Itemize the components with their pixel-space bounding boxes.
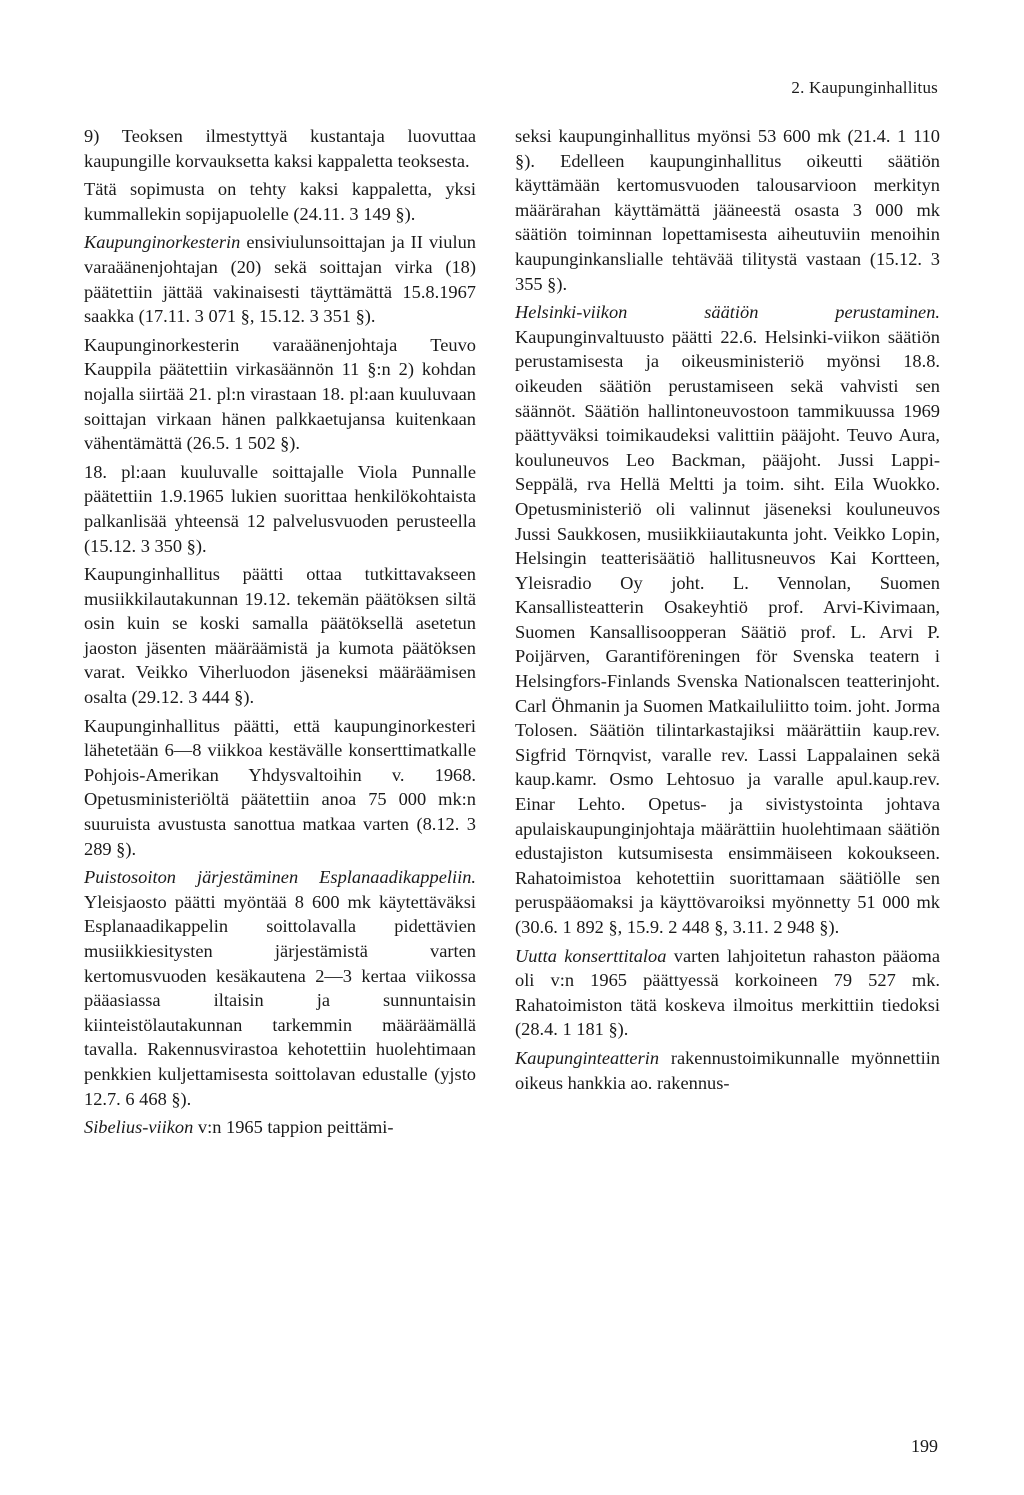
right-column <box>515 124 940 1099</box>
italic-heading: Kaupunginteatterin <box>515 1047 660 1068</box>
paragraph: Kaupunginorkesterin ensiviulunsoittajan ja II viulun varaäänenjohtajan (20) sekä soittajan virka (18) päätettiin jättää vakinaisesti täyttämättä 15.8.1967 saakka (17.11. 3 071 §, 15.12. 3 351 §). <box>84 232 476 327</box>
italic-heading: Helsinki-viikon säätiön perustaminen. <box>515 302 940 323</box>
left-column <box>84 124 476 1144</box>
paragraph: seksi kaupunginhallitus myönsi 53 600 mk (21.4. 1 110 §). Edelleen kaupunginhallitus oikeutti säätiön käyttämään kertomusvuoden talousarvioon merkityn määrärahan käyttämättä jääneestä osasta 3 000 mk säätiön toiminnan lopettamisesta aiheutuviin menoihin kaupunginkanslialle tehtävää tilitystä vastaan (15.12. 3 355 §). <box>515 126 940 294</box>
paragraph: Sibelius-viikon v:n 1965 tappion peittämi- <box>84 1117 394 1138</box>
paragraph: Uutta konserttitaloa varten lahjoitetun rahaston pääoma oli v:n 1965 päättyessä korkoineen 79 527 mk. Rahatoimiston tätä koskeva ilmoitus merkittiin tiedoksi (28.4. 1 181 §). <box>515 945 941 1040</box>
paragraph: Tätä sopimusta on tehty kaksi kappaletta, yksi kummallekin sopijapuolelle (24.11. 3 149 §). <box>84 179 476 224</box>
italic-heading: Puistosoiton järjestäminen Esplanaadikappeliin. <box>84 867 476 888</box>
paragraph: Kaupunginhallitus päätti, että kaupunginorkesteri lähetetään 6—8 viikkoa kestävälle konserttimatkalle Pohjois-Amerikan Yhdysvaltoihin v. 1968. Opetusministeriöltä päätettiin anoa 75 000 mk:n suuruista avustusta sanottua matkaa varten (8.12. 3 289 §). <box>84 715 476 859</box>
page-number: 199 <box>911 1436 938 1456</box>
paragraph: Kaupunginteatterin rakennustoimikunnalle myönnettiin oikeus hankkia ao. rakennus- <box>515 1047 940 1093</box>
paragraph: 9) Teoksen ilmestyttyä kustantaja luovuttaa kaupungille korvauksetta kaksi kappaletta teoksesta. <box>84 126 476 171</box>
paragraph: Kaupunginorkesterin varaäänenjohtaja Teuvo Kauppila päätettiin virkasäännön 11 §:n 2) kohdan nojalla siirtää 21. pl:n virastaan 18. pl:aan kuuluvaan soittajan virkaan hänen palkkaetujansa kuitenkaan vähentämättä (26.5. 1 502 §). <box>84 334 476 454</box>
paragraph: Puistosoiton järjestäminen Esplanaadikappeliin. Yleisjaosto päätti myöntää 8 600 mk käytettäväksi Esplanaadikappelin soittolavalla pidettävien musiikkiesitysten järjestämistä varten kertomusvuoden kesäkautena 2—3 kertaa viikossa pääasiassa iltaisin ja sunnuntaisin kiinteistölautakunnan tarkemmin määräämällä tavalla. Rakennusvirastoa kehotettiin huolehtimaan penkkien kuljettamisesta soittolavan edustalle (yjsto 12.7. 6 468 §). <box>84 867 476 1109</box>
italic-heading: Kaupunginorkesterin <box>84 232 241 253</box>
paragraph: Kaupunginhallitus päätti ottaa tutkittavakseen musiikkilautakunnan 19.12. tekemän päätöksen siltä osin kuin se koski samalla päätöksellä asetetun jaoston jäsenten määräämistä ja kumota päätöksen varat. Veikko Viherluodon jäseneksi määräämisen osalta (29.12. 3 444 §). <box>84 564 476 708</box>
italic-heading: Sibelius-viikon <box>84 1117 194 1138</box>
paragraph: 18. pl:aan kuuluvalle soittajalle Viola Punnalle päätettiin 1.9.1965 lukien suorittaa henkilökohtaista palkanlisää yhteensä 12 palvelusvuoden perusteella (15.12. 3 350 §). <box>84 461 476 556</box>
paragraph: Helsinki-viikon säätiön perustaminen. Kaupunginvaltuusto päätti 22.6. Helsinki-viikon säätiön perustamisesta ja oikeusministeriö myönsi 18.8. oikeuden säätiön perustamiseen sekä vahvisti sen säännöt. Säätiön hallintoneuvostoon tammikuussa 1969 päättyväksi toimikaudeksi valittiin pääjoht. Teuvo Aura, kouluneuvos Leo Backman, pääjoht. Jussi Lappi-Seppälä, rva Hellä Meltti ja toim. siht. Eila Wuokko. Opetusministeriö oli valinnut jäseneksi kouluneuvos Jussi Saukkosen, musiikkiiautakunta joht. Veikko Lopin, Helsingin teatterisäätiö hallitusneuvos Kai Kortteen, Yleisradio Oy joht. L. Vennolan, Suomen Kansallisteatterin Osakeyhtiö prof. Arvi-Kivimaan, Suomen Kansallisoopperan Säätiö prof. L. Arvi P. Poijärven, Garantiföreningen för Svenska teatern i Helsingfors-Finlands Svenska Nationalscen teatterinjoht. Carl Öhmanin ja Suomen Matkailuliitto toim. joht. Jorma Tolosen. Säätiön tilintarkastajiksi määrättiin kaup.rev. Sigfrid Törnqvist, varalle rev. Lassi Lappalainen sekä kaup.kamr. Osmo Lehtosuo ja varalle apul.kaup.rev. Einar Lehto. Opetus- ja sivistystointa johtava apulaiskaupunginjohtaja määrättiin huolehtimaan säätiön edustajiston kutsumisesta ensimmäiseen kokoukseen. Rahatoimistoa kehotettiin suorittamaan säätiölle sen peruspääomaksi ja käyttövaroiksi myönnetty 51 000 mk (30.6. 1 892 §, 15.9. 2 448 §, 3.11. 2 948 §). <box>515 302 940 937</box>
italic-heading: Uutta konserttitaloa <box>515 945 667 966</box>
running-header: 2. Kaupunginhallitus <box>791 78 938 97</box>
